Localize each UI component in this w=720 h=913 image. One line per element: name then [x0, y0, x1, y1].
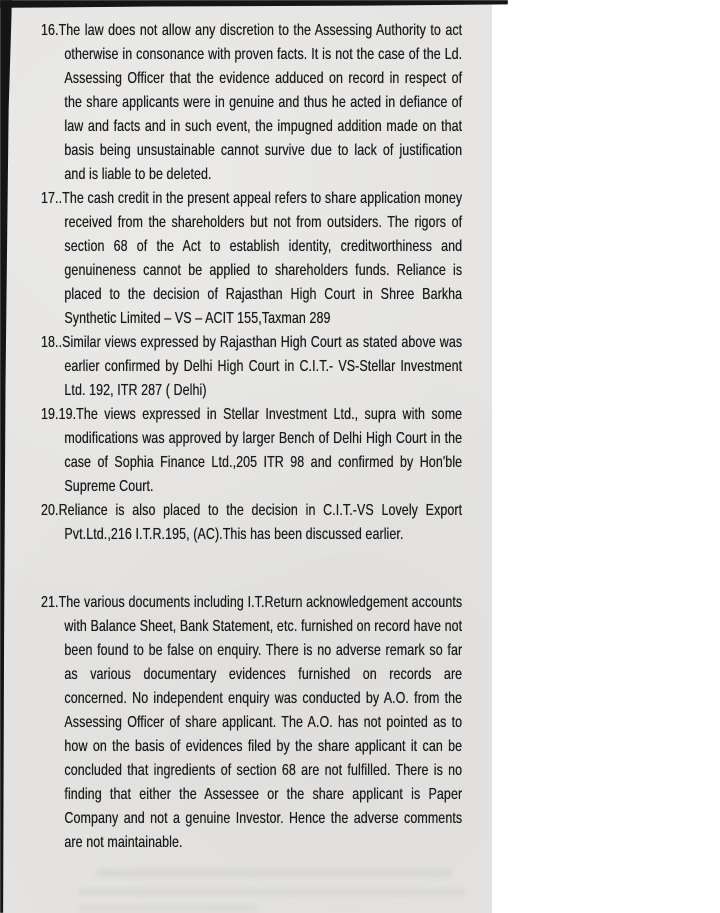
paragraph-21 [41, 591, 462, 855]
bleed-through-artifact [78, 888, 466, 896]
paragraph-18 [41, 331, 462, 403]
paragraph-16-number: 16. [41, 22, 59, 39]
paragraph-19 [41, 403, 462, 499]
paragraph-19-text: The views expressed in Stellar Investment Ltd., supra with some modifications was approved by larger Bench of Delhi High Court in the case of Sophia Finance Ltd.,205 ITR 98 and confirmed by Hon'ble Supreme Court. [64, 406, 463, 495]
paragraph-20-number: 20. [41, 502, 59, 519]
paragraph-21-number: 21. [41, 594, 59, 611]
paragraph-16 [41, 19, 462, 187]
document-text-block [41, 19, 462, 855]
bleed-through-artifact [96, 869, 452, 877]
paragraph-21-text: The various documents including I.T.Return acknowledgement accounts with Balance Sheet, Bank Statement, etc. furnished on record have not been found to be false on enquiry. There is no adverse remark so far as various documentary evidences furnished on records are concerned. No independent enquiry was conducted by A.O. from the Assessing Officer of share applicant. The A.O. has not pointed as to how on the basis of evidences filed by the share applicant it can be concluded that ingredients of section 68 are not fulfilled. There is no finding that either the Assessee or the share applicant is Paper Company and not a genuine Investor. Hence the adverse comments are not maintainable. [58, 594, 463, 851]
paragraph-17-number: 17.. [41, 190, 63, 207]
paragraph-18-text: Similar views expressed by Rajasthan High Court as stated above was earlier confirmed by Delhi High Court in C.I.T.- VS-Stellar Investment Ltd. 192, ITR 287 ( Delhi) [62, 334, 463, 399]
bleed-through-artifact [78, 905, 258, 912]
paragraph-17-text: The cash credit in the present appeal refers to share application money received from the shareholders but not from outsiders. The rigors of section 68 of the Act to establish identity, creditworthiness and genuineness cannot be applied to shareholders funds. Reliance is placed to the decision of Rajasthan High Court in Shree Barkha Synthetic Limited – VS – ACIT 155,Taxman 289 [62, 190, 463, 327]
paragraph-16-text: The law does not allow any discretion to the Assessing Authority to act otherwise in consonance with proven facts. It is not the case of the Ld. Assessing Officer that the evidence adduced on record in respect of the share applicants were in genuine and thus he acted in defiance of law and facts and in such event, the impugned addition made on that basis being unsustainable cannot survive due to lack of justification and is liable to be deleted. [58, 22, 463, 183]
paragraph-18-number: 18.. [41, 334, 63, 351]
paragraph-19-number: 19.19. [41, 406, 77, 423]
paragraph-20-text: Reliance is also placed to the decision in C.I.T.-VS Lovely Export Pvt.Ltd.,216 I.T.R.195, (AC).This has been discussed earlier. [58, 502, 463, 543]
paragraph-17 [41, 187, 462, 331]
paragraph-20 [41, 499, 462, 547]
